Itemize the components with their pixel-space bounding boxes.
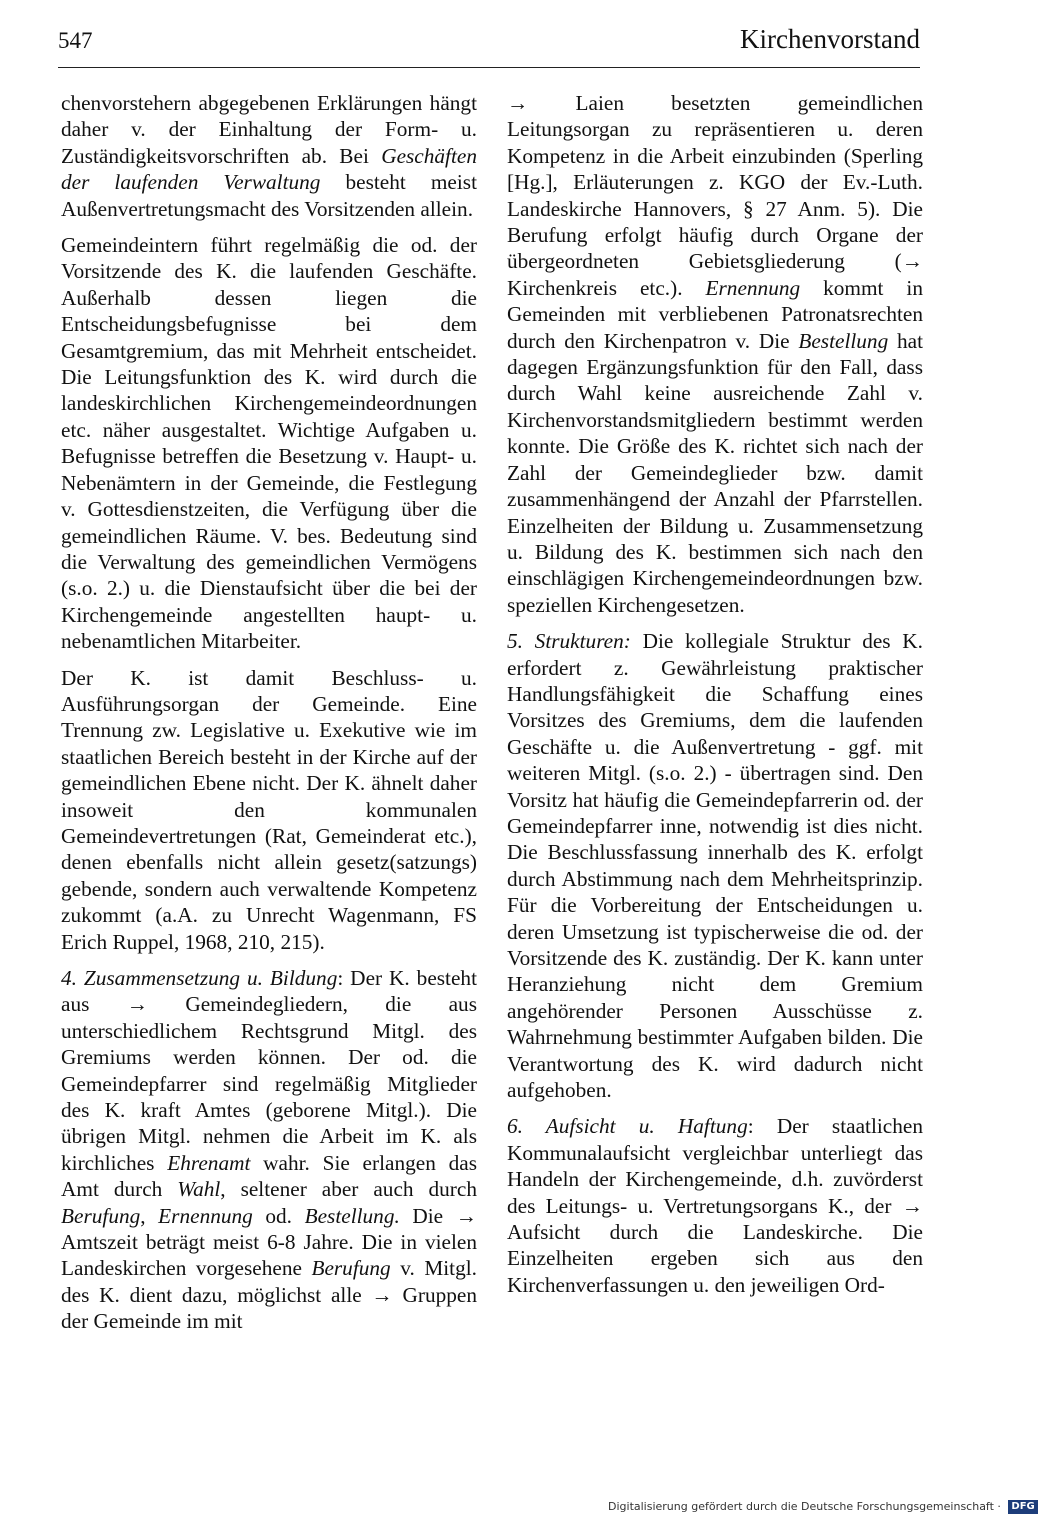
body-text: : Der K. besteht aus → Gemeindegliedern, die aus unterschiedlichem Rechtsgrund Mitgl. des Gremiums werden können. Der od. die Gemeindepfarrer sind regelmäßig Mitglieder des K. kraft Amtes (geborene Mitgl.). Die übrigen Mitgl. nehmen die Arbeit im K. als kirchliches xyxy=(61,966,477,1175)
body-text: v. Mitgl. des K. dient dazu, möglichst alle → Gruppen der Gemeinde im mit xyxy=(61,1256,477,1334)
emphasis-text: 5. Strukturen: xyxy=(507,629,631,654)
emphasis-text: Ernennung xyxy=(705,275,801,300)
paragraph xyxy=(61,90,477,222)
body-text: Gemeindeintern führt regelmäßig die od. der Vorsitzende des K. die laufenden Geschäfte. Außerhalb dessen liegen die Entscheidungsbefugnisse bei dem Gesamtgremium, das mit Mehrheit entscheidet. Die Leitungsfunktion des K. wird durch die landeskirchlichen Kirchengemeindeordnungen etc. näher ausgestaltet. Wichtige Aufgaben u. Befugnisse betreffen die Besetzung v. Haupt- u. Nebenämtern in der Gemeinde, die Festlegung v. Gottesdienstzeiten, die Verfügung über die gemeindlichen Räume. V. bes. Bedeutung sind die Verwaltung des gemeindlichen Vermögens (s.o. 2.) u. die Dienstaufsicht über die bei der Kirchengemeinde angestellten haupt- u. nebenamtlichen Mitarbeiter. xyxy=(61,233,477,654)
body-text: Der K. ist damit Beschluss- u. Ausführungsorgan der Gemeinde. Eine Trennung zw. Legislative u. Exekutive wie im staatlichen Bereich besteht in der Kirche auf der gemeindlichen Ebene nicht. Der K. ähnelt daher insoweit den kommunalen Gemeindevertretungen (Rat, Gemeinderat etc.), denen ebenfalls nicht allein gesetz(satzungs) gebende, sondern auch verwaltende Kompetenz zukommt (a.A. zu Unrecht Wagenmann, FS Erich Ruppel, 1968, 210, 215). xyxy=(61,665,477,954)
body-text: chenvorstehern abgegebenen Erklärungen hängt daher v. der Einhaltung der Form- u. Zuständigkeitsvorschriften ab. Bei xyxy=(61,91,477,168)
left-column xyxy=(61,90,477,1335)
body-text: Die kollegiale Struktur des K. erfordert z. Gewährleistung praktischer Handlungsfähigkeit die Schaffung eines Vorsitzes des Gremiums, dem die laufenden Geschäfte u. die Außenvertretung - ggf. mit weiteren Mitgl. (s.o. 2.) - übertragen sind. Den Vorsitz hat häufig die Gemeindepfarrerin od. der Gemeindepfarrer inne, notwendig ist dies nicht. Die Beschlussfassung innerhalb des K. erfolgt durch Abstimmung nach dem Mehrheitsprinzip. Für die Vorbereitung der Entscheidungen u. deren Umsetzung ist typischerweise die od. der Vorsitzende des K. zuständig. Der K. kann unter Heranziehung nicht dem Gremium angehörender Personen Ausschüsse z. Wahrnehmung bestimmter Aufgaben bilden. Die Verantwortung des K. wird dadurch nicht aufgehoben. xyxy=(507,629,923,1103)
page-header xyxy=(58,20,920,60)
paragraph xyxy=(507,1113,923,1298)
right-column xyxy=(507,90,923,1298)
emphasis-text: Bestellung xyxy=(798,328,889,353)
dfg-logo: DFG xyxy=(1008,1500,1037,1514)
emphasis-text: Wahl xyxy=(177,1177,221,1202)
body-text: → Laien besetzten gemeindlichen Leitungsorgan zu repräsentieren u. deren Kompetenz in die Arbeit einzubinden (Sperling [Hg.], Erläuterungen z. KGO der Ev.-Luth. Landeskirche Hannovers, § 27 Anm. 5). Die Berufung erfolgt häufig durch Organe der übergeordneten Gebietsgliederung (→ Kirchenkreis etc.). xyxy=(507,91,923,300)
body-text: , seltener aber auch durch xyxy=(220,1177,477,1202)
footer-text: Digitalisierung gefördert durch die Deutsche Forschungsgemeinschaft · xyxy=(608,1500,1001,1513)
emphasis-text: Geschäften der laufenden Verwaltung xyxy=(61,143,477,195)
paragraph xyxy=(61,965,477,1335)
emphasis-text: Ehrenamt xyxy=(167,1150,251,1175)
footer-credit xyxy=(608,1500,1038,1516)
emphasis-text: 4. Zusammensetzung u. Bildung xyxy=(61,966,338,990)
emphasis-text: Ernennung xyxy=(158,1203,253,1228)
emphasis-text: Berufung xyxy=(61,1203,141,1228)
body-text: , xyxy=(140,1203,159,1228)
body-text: hat dagegen Ergänzungsfunktion für den Fall, dass durch Wahl keine ausreichende Zahl v. Kirchenvorstandsmitgliedern bestimmt werden konnte. Die Größe des K. richtet sich nach der Zahl der Gemeindeglieder bzw. damit zusammenhängend der Anzahl der Pfarrstellen. Einzelheiten der Bildung u. Zusammensetzung u. Bildung des K. bestimmen sich nach den einschlägigen Kirchengemeindeordnungen bzw. speziellen Kirchengesetzen. xyxy=(507,328,924,617)
emphasis-text: Berufung xyxy=(311,1256,391,1281)
running-title: Kirchenvorstand xyxy=(740,24,920,54)
page-number: 547 xyxy=(58,28,93,53)
body-text: kommt in Gemeinden mit verbliebenen Patronatsrechten durch den Kirchenpatron v. Die xyxy=(507,275,923,353)
emphasis-text: Bestellung. xyxy=(304,1203,400,1228)
paragraph xyxy=(507,90,923,618)
paragraph xyxy=(61,232,477,655)
header-rule xyxy=(58,67,920,68)
emphasis-text: 6. Aufsicht u. Haftung xyxy=(507,1114,748,1139)
body-text: od. xyxy=(252,1203,305,1228)
body-text: besteht meist Außenvertretungsmacht des Vorsitzenden allein. xyxy=(61,170,477,221)
body-text: Die → Amtszeit beträgt meist 6-8 Jahre. Die in vielen Landeskirchen vorgesehene xyxy=(61,1203,477,1281)
body-text: wahr. Sie erlangen das Amt durch xyxy=(61,1150,477,1202)
paragraph xyxy=(61,665,477,955)
paragraph xyxy=(507,628,923,1103)
body-text: : Der staatlichen Kommunalaufsicht vergleichbar unterliegt das Handeln der Kirchengemeinde, d.h. zuvörderst des Leitungs- u. Vertretungsorgans K., der → Aufsicht durch die Landeskirche. Die Einzelheiten ergeben sich aus den Kirchenverfassungen u. den jeweiligen Ord- xyxy=(507,1114,923,1297)
